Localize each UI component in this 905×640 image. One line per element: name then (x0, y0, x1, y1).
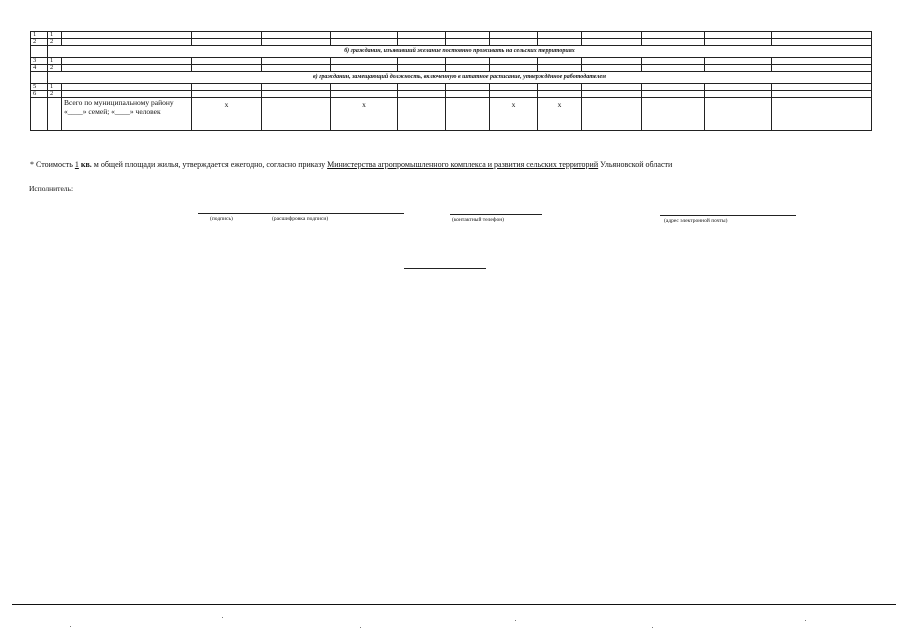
scan-speck (652, 627, 653, 628)
row-number: 1 (31, 32, 48, 39)
row-subnumber: 1 (48, 58, 62, 65)
scan-speck (360, 627, 361, 628)
total-mark: x (538, 98, 582, 131)
total-label: Всего по муниципальному району «____» семей; «____» человек (62, 98, 192, 131)
executor-label: Исполнитель: (29, 184, 74, 193)
footnote-region: Ульяновской области (600, 160, 673, 169)
footnote-one: 1 (74, 160, 79, 169)
footnote (30, 160, 672, 169)
scan-speck (222, 617, 223, 618)
section-header-v (31, 72, 872, 84)
footnote-text: м общей площади жилья, утверждается ежегодно, согласно приказу (93, 160, 326, 169)
row-number: 4 (31, 65, 48, 72)
row-subnumber: 1 (48, 84, 62, 91)
footnote-kv: кв. (80, 160, 92, 169)
end-separator (404, 268, 486, 269)
scan-speck (515, 620, 516, 621)
table-row (31, 58, 872, 65)
signature-line (198, 213, 404, 214)
table-row (31, 65, 872, 72)
section-title: в) гражданин, замещающий должность, включенную в штатное расписание, утверждённое работодателем (48, 72, 872, 84)
scan-speck (70, 626, 71, 627)
phone-line (450, 214, 542, 215)
row-subnumber: 1 (48, 32, 62, 39)
scan-speck (805, 620, 806, 621)
table-row (31, 91, 872, 98)
total-row (31, 98, 872, 131)
table-row (31, 39, 872, 46)
row-number: 2 (31, 39, 48, 46)
signature-decoding-caption: (расшифровка подписи) (272, 216, 329, 222)
row-subnumber: 2 (48, 65, 62, 72)
row-number: 6 (31, 91, 48, 98)
section-header-b (31, 46, 872, 58)
total-mark: x (490, 98, 538, 131)
email-caption: (адрес электронной почты) (664, 218, 728, 224)
table-row (31, 84, 872, 91)
bottom-rule (12, 604, 896, 605)
row-number: 5 (31, 84, 48, 91)
signature-caption: (подпись) (210, 216, 233, 222)
total-mark: x (192, 98, 262, 131)
table-row (31, 32, 872, 39)
row-number: 3 (31, 58, 48, 65)
phone-caption: (контактный телефон) (452, 217, 504, 223)
row-subnumber: 2 (48, 39, 62, 46)
total-mark: x (331, 98, 398, 131)
footnote-ministry: Министерства агропромышленного комплекса и развития сельских территорий (327, 160, 599, 169)
row-subnumber: 2 (48, 91, 62, 98)
footnote-prefix: * Стоимость (30, 160, 73, 169)
section-title: б) гражданин, изъявивший желание постоянно проживать на сельских территориях (48, 46, 872, 58)
summary-table (30, 31, 872, 131)
email-line (660, 215, 796, 216)
